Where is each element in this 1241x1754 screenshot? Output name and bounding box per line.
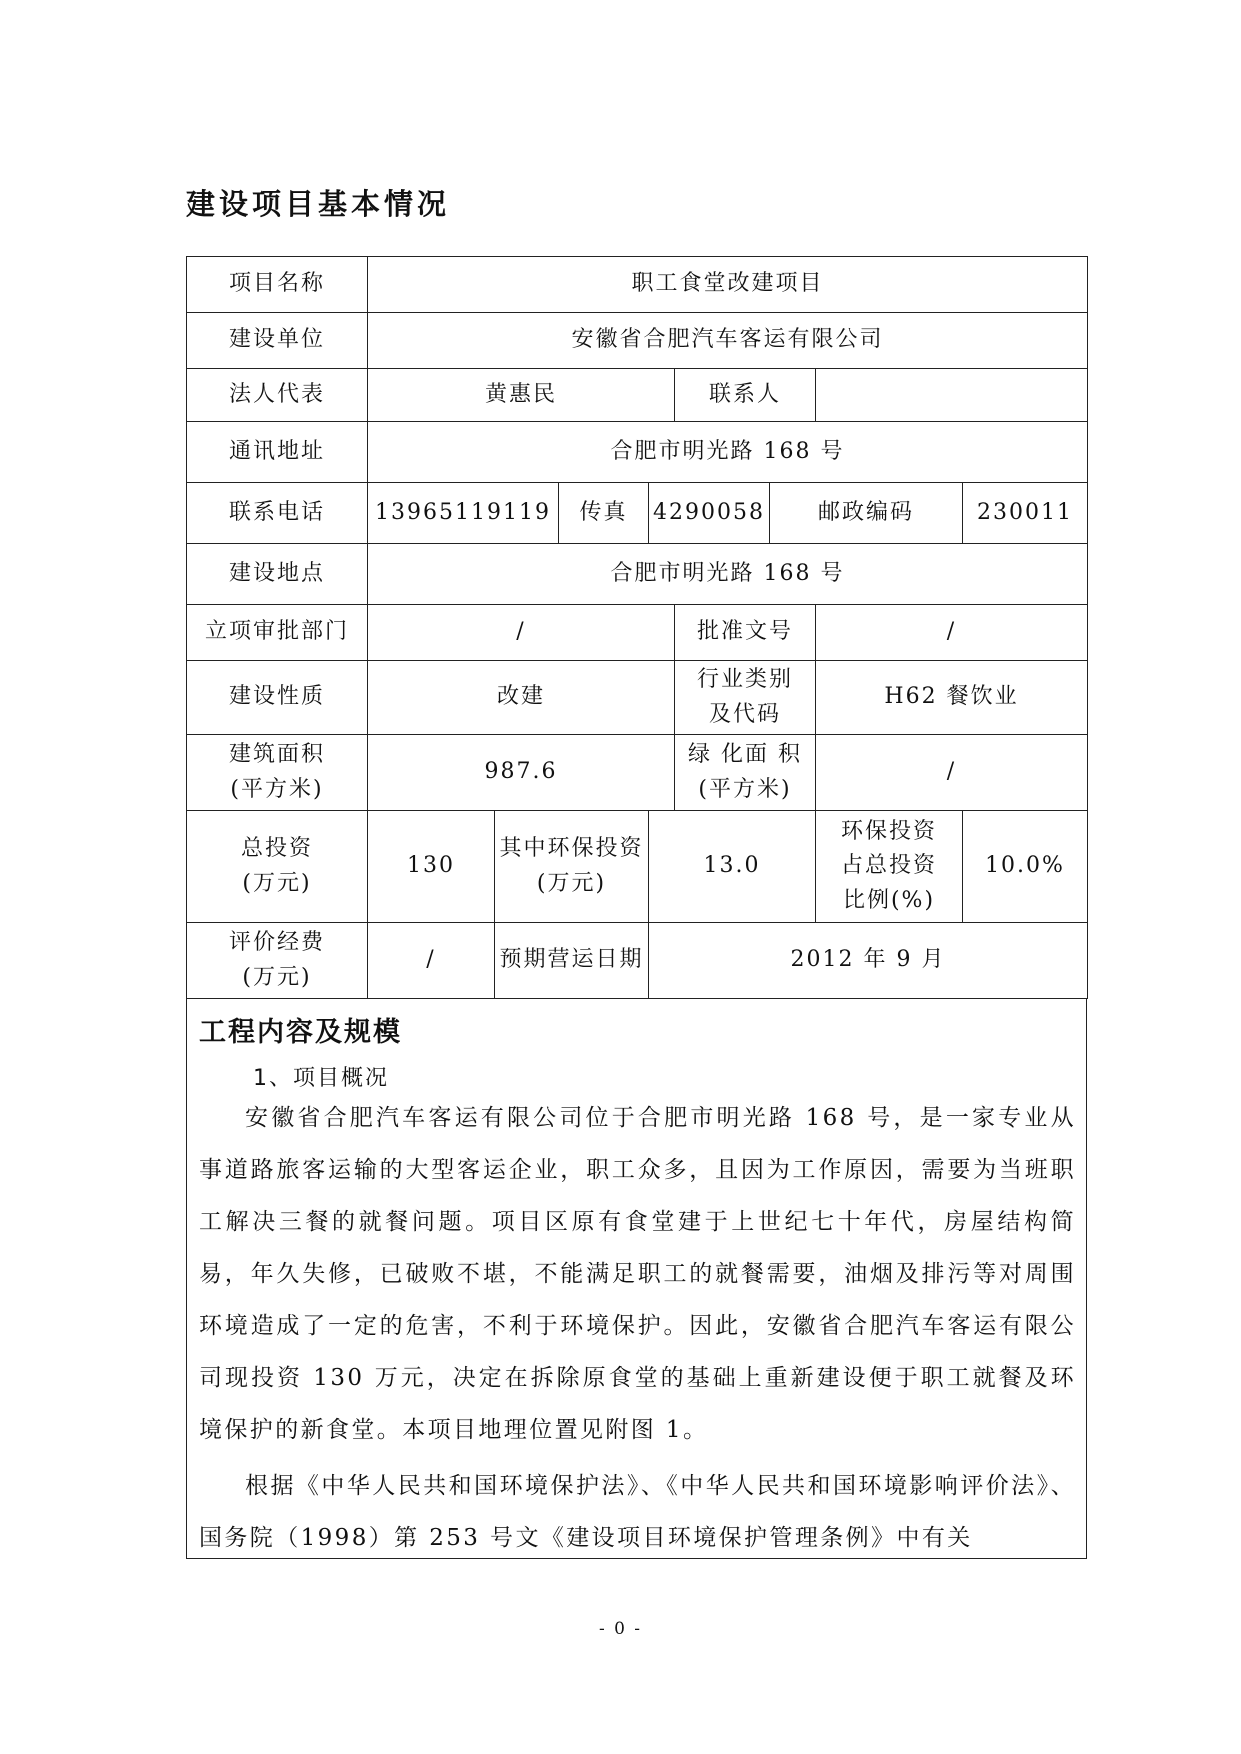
paragraph: 根据《中华人民共和国环境保护法》、《中华人民共和国环境影响评价法》、国务院（1998）第 253 号文《建设项目环境保护管理条例》中有关 [199, 1473, 1076, 1551]
industry-value: H62 餐饮业 [816, 661, 1088, 735]
phone-value: 13965119119 [368, 483, 559, 544]
table-row [187, 369, 1088, 422]
builder-value: 安徽省合肥汽车客运有限公司 [368, 313, 1088, 369]
page-number: - 0 - [598, 1619, 643, 1639]
green-area-label-line: (平方米) [698, 776, 792, 802]
fax-value: 4290058 [649, 483, 770, 544]
nature-label: 建设性质 [187, 661, 368, 735]
green-area-label [675, 735, 816, 811]
industry-label-line: 及代码 [708, 701, 781, 727]
phone-label: 联系电话 [187, 483, 368, 544]
table-row [187, 544, 1088, 605]
floor-area-label [187, 735, 368, 811]
env-ratio-label-line: 比例(%) [842, 887, 936, 913]
table-row [187, 483, 1088, 544]
env-invest-label-line: (万元) [536, 870, 607, 896]
env-ratio-value: 10.0% [963, 811, 1088, 923]
table-row [187, 811, 1088, 923]
env-invest-value: 13.0 [649, 811, 816, 923]
floor-area-label-line: (平方米) [230, 776, 324, 802]
legal-rep-label: 法人代表 [187, 369, 368, 422]
floor-area-label-line: 建筑面积 [228, 742, 325, 768]
page-title: 建设项目基本情况 [186, 187, 451, 221]
table-row [187, 661, 1088, 735]
legal-rep-value: 黄惠民 [368, 369, 675, 422]
approval-dept-value: / [368, 605, 675, 661]
approval-no-label: 批准文号 [675, 605, 816, 661]
industry-label-line: 行业类别 [696, 667, 793, 693]
project-name-value: 职工食堂改建项目 [368, 257, 1088, 313]
fax-label: 传真 [559, 483, 649, 544]
floor-area-value: 987.6 [368, 735, 675, 811]
start-date-value: 2012 年 9 月 [649, 923, 1088, 999]
eval-fee-label-line: (万元) [242, 964, 312, 990]
address-label: 通讯地址 [187, 422, 368, 483]
postcode-label: 邮政编码 [770, 483, 963, 544]
env-invest-label [495, 811, 649, 923]
approval-no-value: / [816, 605, 1088, 661]
project-content-section [186, 998, 1087, 1559]
project-name-label: 项目名称 [187, 257, 368, 313]
eval-fee-label [187, 923, 368, 999]
approval-dept-label: 立项审批部门 [187, 605, 368, 661]
total-invest-value: 130 [368, 811, 495, 923]
env-invest-label-line: 其中环保投资 [499, 836, 644, 862]
table-row [187, 605, 1088, 661]
subsection-title: 1、项目概况 [253, 1066, 389, 1091]
total-invest-label-line: 总投资 [240, 836, 313, 862]
postcode-value: 230011 [963, 483, 1088, 544]
section-title: 工程内容及规模 [199, 1017, 402, 1048]
nature-value: 改建 [368, 661, 675, 735]
builder-label: 建设单位 [187, 313, 368, 369]
site-value: 合肥市明光路 168 号 [368, 544, 1088, 605]
address-value: 合肥市明光路 168 号 [368, 422, 1088, 483]
eval-fee-value: / [368, 923, 495, 999]
green-area-value: / [816, 735, 1088, 811]
contact-value [816, 369, 1088, 422]
industry-label [675, 661, 816, 735]
total-invest-label-line: (万元) [242, 870, 312, 896]
env-ratio-label-line: 环保投资 [840, 819, 937, 845]
paragraph: 安徽省合肥汽车客运有限公司位于合肥市明光路 168 号，是一家专业从事道路旅客运输的大型客运企业，职工众多，且因为工作原因，需要为当班职工解决三餐的就餐问题。项目区原有食堂建于上世纪七十年代，房屋结构简易，年久失修，已破败不堪，不能满足职工的就餐需要，油烟及排污等对周围环境造成了一定的危害，不利于环境保护。因此，安徽省合肥汽车客运有限公司现投资 130 万元，决定在拆除原食堂的基础上重新建设便于职工就餐及环境保护的新食堂。本项目地理位置见附图 1。 [199, 1105, 1076, 1443]
project-info-table [186, 256, 1088, 999]
table-row [187, 923, 1088, 999]
site-label: 建设地点 [187, 544, 368, 605]
table-row [187, 422, 1088, 483]
green-area-label-line: 绿 化面 积 [688, 742, 802, 768]
table-row [187, 313, 1088, 369]
table-row [187, 735, 1088, 811]
start-date-label: 预期营运日期 [495, 923, 649, 999]
env-ratio-label [816, 811, 963, 923]
total-invest-label [187, 811, 368, 923]
eval-fee-label-line: 评价经费 [228, 930, 325, 956]
env-ratio-label-line: 占总投资 [840, 853, 937, 879]
contact-label: 联系人 [675, 369, 816, 422]
table-row [187, 257, 1088, 313]
